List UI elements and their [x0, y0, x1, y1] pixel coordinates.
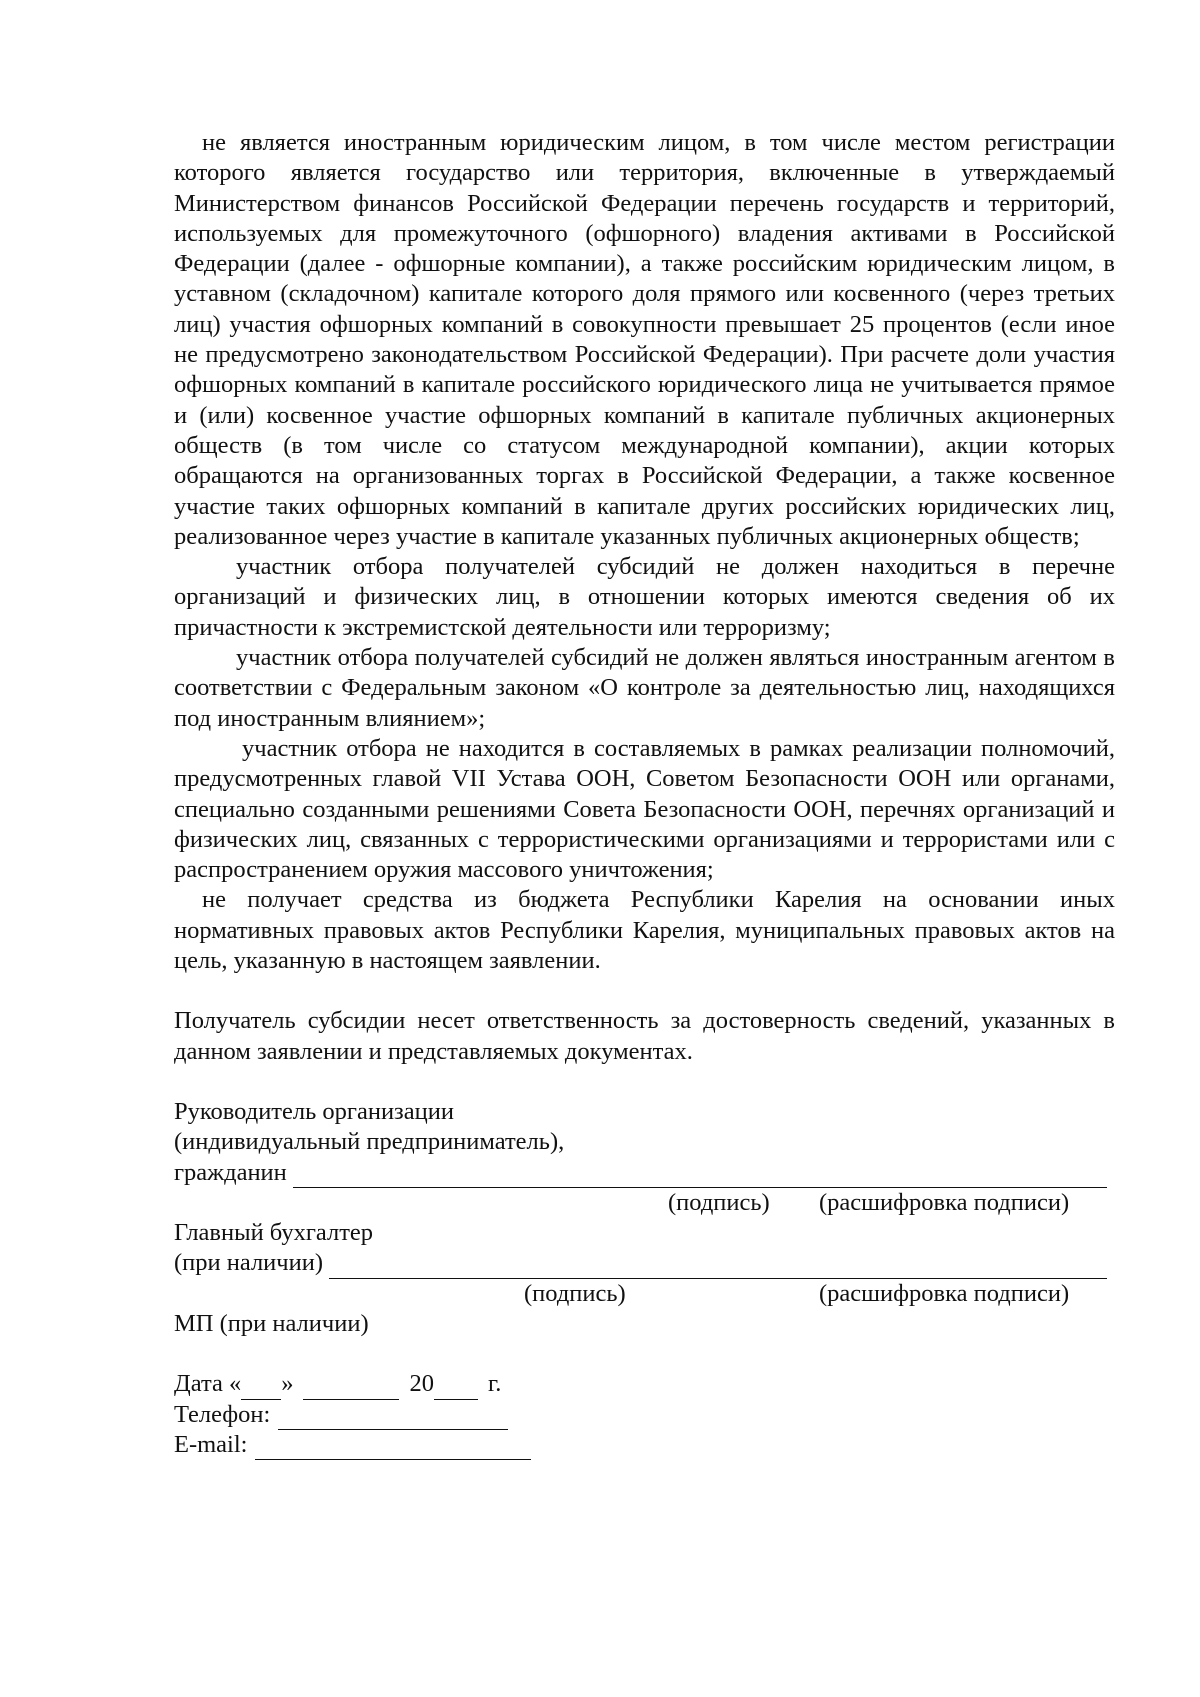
- email-row: [174, 1430, 1115, 1460]
- phone-field[interactable]: [278, 1407, 508, 1430]
- accountant-label-line2: (при наличии): [174, 1249, 323, 1277]
- head-signature-row: [174, 1158, 1115, 1188]
- date-day-field[interactable]: [241, 1377, 281, 1400]
- contact-block: [174, 1369, 1115, 1460]
- accountant-label-line1: Главный бухгалтер: [174, 1219, 374, 1247]
- head-label-line1: Руководитель организации: [174, 1097, 454, 1125]
- email-field[interactable]: [255, 1437, 531, 1460]
- date-month-field[interactable]: [303, 1377, 399, 1400]
- accountant-caption-sign: (подпись): [524, 1279, 626, 1307]
- date-suffix: г.: [487, 1370, 502, 1398]
- head-caption-decode: (расшифровка подписи): [819, 1188, 1070, 1216]
- paragraph-budget-funds: не получает средства из бюджета Республики Карелия на основании иных нормативных правовых актов Республики Карелия, муниципальных правовых актов на цель, указанную в настоящем заявлении.: [174, 886, 1115, 975]
- paragraph-foreign-agent: участник отбора получателей субсидий не должен являться иностранным агентом в соответствии с Федеральным законом «О контроле за деятельностью лиц, находящихся под иностранным влиянием»;: [174, 644, 1115, 732]
- paragraph-offshore: не является иностранным юридическим лицом, в том числе местом регистрации которого является государство или территория, включенные в утверждаемый Министерством финансов Российской Федерации перечень государств и территорий, используемых для промежуточного (офшорного) владения активами в Российской Федерации (далее - офшорные компании), а также российским юридическим лицом, в уставном (складочном) капитале которого доля прямого или косвенного (через третьих лиц) участия офшорных компаний в совокупности превышает 25 процентов (если иное не предусмотрено законодательством Российской Федерации). При расчете доли участия офшорных компаний в капитале российского юридического лица не учитывается прямое и (или) косвенное участие офшорных компаний в капитале публичных акционерных обществ (в том числе со статусом международной компании), акции которых обращаются на организованных торгах в Российской Федерации, а также косвенное участие таких офшорных компаний в капитале других российских юридических лиц, реализованное через участие в капитале указанных публичных акционерных обществ;: [174, 129, 1115, 550]
- signature-block: [174, 1097, 1115, 1339]
- email-label: E-mail:: [174, 1430, 248, 1458]
- document-page: [174, 128, 1115, 1460]
- date-quote-close: »: [281, 1370, 294, 1398]
- head-caption-row: [174, 1188, 1115, 1218]
- accountant-signature-field[interactable]: [329, 1256, 1107, 1279]
- paragraph-extremism: участник отбора получателей субсидий не должен находиться в перечне организаций и физических лиц, в отношении которых имеются сведения об их причастности к экстремистской деятельности или терроризму;: [174, 553, 1115, 641]
- date-year-field[interactable]: [434, 1377, 478, 1400]
- accountant-caption-row: [174, 1279, 1115, 1309]
- head-caption-sign: (подпись): [668, 1188, 770, 1216]
- paragraph-responsibility: Получатель субсидии несет ответственность за достоверность сведений, указанных в данном заявлении и представляемых документах.: [174, 1007, 1115, 1065]
- phone-row: [174, 1400, 1115, 1430]
- head-label-line3: гражданин: [174, 1158, 287, 1186]
- date-label: Дата «: [174, 1370, 242, 1398]
- head-signature-field[interactable]: [293, 1165, 1107, 1188]
- accountant-caption-decode: (расшифровка подписи): [819, 1279, 1070, 1307]
- paragraph-un-sanctions: участник отбора не находится в составляемых в рамках реализации полномочий, предусмотренных главой VII Устава ООН, Советом Безопасности ООН или органами, специально созданными решениями Совета Безопасности ООН, перечнях организаций и физических лиц, связанных с террористическими организациями и террористами или с распространением оружия массового уничтожения;: [174, 734, 1115, 884]
- phone-label: Телефон:: [174, 1400, 271, 1428]
- date-year-prefix: 20: [409, 1370, 434, 1398]
- head-label-line2: (индивидуальный предприниматель),: [174, 1128, 565, 1156]
- accountant-signature-row: [174, 1248, 1115, 1278]
- stamp-label: МП (при наличии): [174, 1309, 369, 1337]
- date-row: [174, 1369, 1115, 1399]
